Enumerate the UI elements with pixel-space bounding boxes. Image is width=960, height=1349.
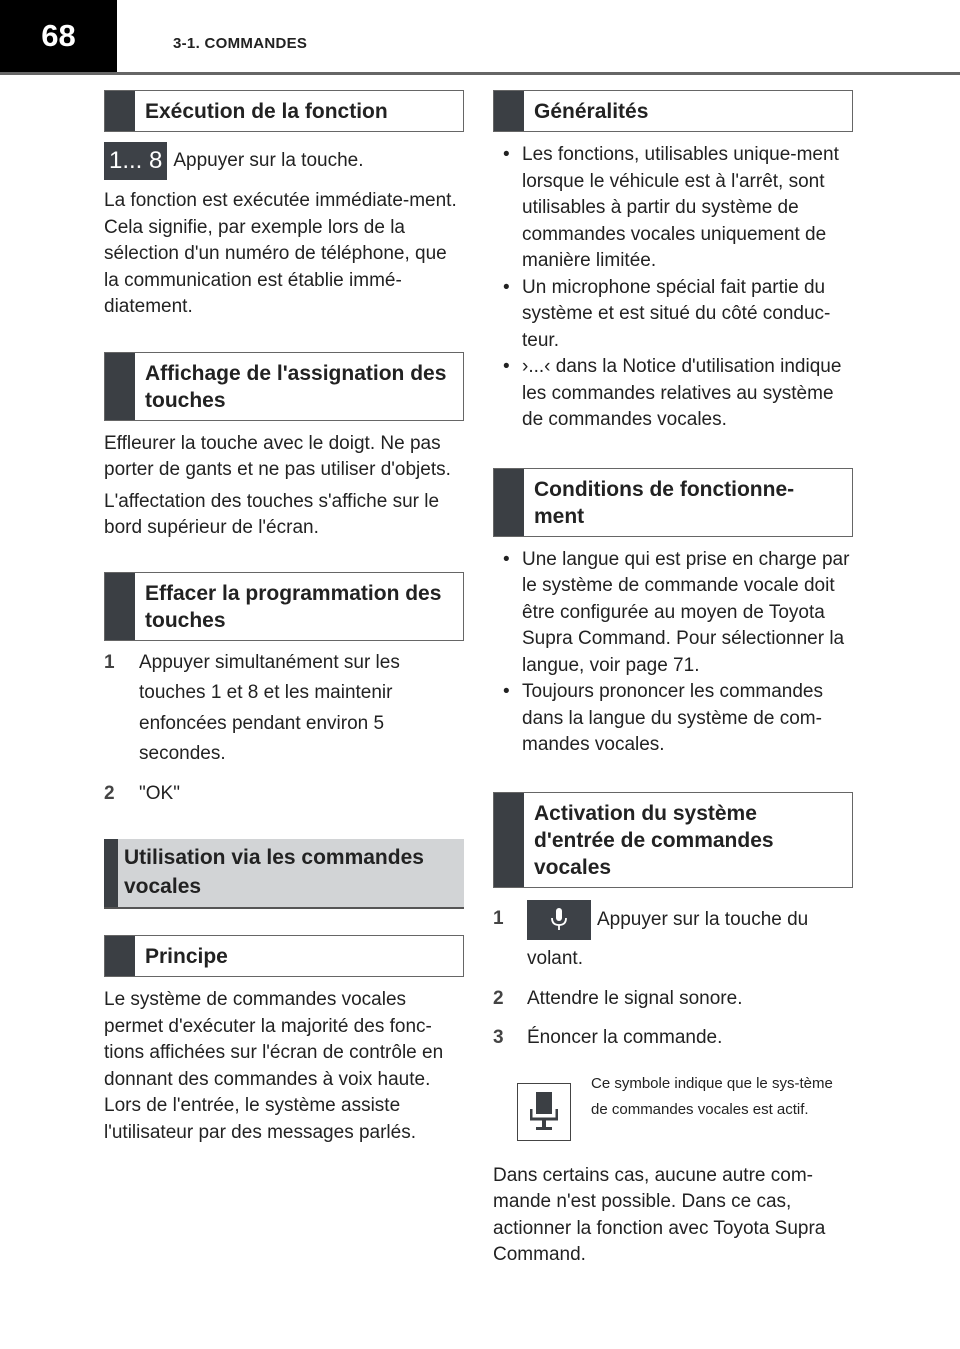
list-item-text: Un microphone spécial fait partie du système et est situé du côté conduc-teur. [522, 276, 831, 351]
step-item [493, 984, 853, 1015]
assignation-para-2: L'affectation des touches s'affiche sur le bord supérieur de l'écran. [104, 490, 440, 539]
bullet: • [503, 276, 510, 298]
section-bar [105, 353, 135, 420]
section-title-principe: Principe [145, 945, 228, 969]
list-item-text: Toujours prononcer les commandes dans la langue du système de com-mandes vocales. [522, 681, 823, 755]
activation-steps [493, 984, 853, 1054]
generalites-list [493, 142, 853, 434]
conditions-list [493, 547, 853, 759]
right-column [493, 90, 853, 1269]
microphone-icon [549, 908, 569, 932]
effacer-steps [104, 648, 464, 810]
section-title-conditions: Conditions de fonctionne-ment [534, 477, 795, 528]
section-title-assignation: Affichage de l'assignation des touches [145, 361, 447, 412]
section-title-activation: Activation du système d'entrée de commandes vocales [534, 801, 774, 879]
section-box-generalites [493, 90, 853, 132]
section-box-conditions [493, 468, 853, 537]
section-title: 3-1. COMMANDES [173, 35, 308, 52]
section-bar [105, 936, 135, 976]
step-text: Énoncer la commande. [527, 1027, 723, 1048]
page-number: 68 [0, 0, 117, 72]
key-label-1-8: 1... 8 [104, 142, 167, 180]
list-item-text: Une langue qui est prise en charge par le système de commande vocale doit être configurée au moyen de Toyota Supra Command. Pour sélectionner la langue, voir page 71. [522, 548, 850, 676]
list-item [493, 679, 853, 759]
list-item-text: ›...‹ dans la Notice d'utilisation indique les commandes relatives au système de commandes vocales. [522, 356, 842, 430]
left-column [104, 90, 464, 1146]
section-box-principe [104, 935, 464, 977]
list-item [493, 547, 853, 680]
activation-closing: Dans certains cas, aucune autre com-mande n'est possible. Dans ce cas, actionner la fonction avec Toyota Supra Command. [493, 1164, 826, 1265]
execution-body: La fonction est exécutée immédiate-ment. Cela signifie, par exemple lors de la sélection d'un numéro de téléphone, que la communication est établie immé-diatement. [104, 190, 457, 318]
step-text: "OK" [139, 782, 180, 804]
voice-active-symbol [517, 1083, 571, 1141]
chapter-title-vocales: Utilisation via les commandes vocales [124, 846, 424, 899]
list-item [493, 142, 853, 275]
step-item [104, 779, 464, 810]
step-number: 1 [493, 907, 504, 929]
bullet: • [503, 356, 510, 377]
list-item-text: Les fonctions, utilisables unique-ment lorsque le véhicule est à l'arrêt, sont utilisables à partir du système de commandes vocales uniquement de manière limitée. [522, 144, 839, 271]
activation-step-1 [493, 900, 853, 978]
section-box-execution [104, 90, 464, 132]
voice-active-note [493, 1071, 853, 1149]
assignation-para-1: Effleurer la touche avec le doigt. Ne pas porter de gants et ne pas utiliser d'objets. [104, 432, 451, 481]
steering-voice-button [527, 900, 591, 940]
key-instruction: Appuyer sur la touche. [173, 150, 364, 172]
step-text: Appuyer sur la touche du volant. [527, 908, 809, 969]
step-text: Appuyer simultanément sur les touches 1 et 8 et les maintenir enfoncées pendant environ 5 secondes. [139, 651, 400, 765]
step-item [104, 648, 464, 770]
section-title-execution: Exécution de la fonction [145, 100, 388, 123]
header-rule [0, 72, 960, 75]
section-box-assignation [104, 352, 464, 421]
key-line [104, 142, 464, 180]
microphone-icon [530, 1092, 558, 1132]
section-bar [494, 793, 524, 887]
section-box-activation [493, 792, 853, 888]
list-item [493, 354, 853, 434]
section-box-effacer [104, 572, 464, 641]
step-text: Attendre le signal sonore. [527, 987, 743, 1009]
section-bar [105, 91, 135, 131]
list-item [493, 275, 853, 355]
bullet: • [503, 548, 510, 570]
step-number: 2 [104, 782, 115, 804]
section-bar [494, 469, 524, 536]
section-bar [494, 91, 524, 131]
section-bar [104, 839, 118, 907]
section-title-effacer: Effacer la programmation des touches [145, 581, 442, 632]
section-bar [105, 573, 135, 640]
section-title-generalites: Généralités [534, 100, 649, 123]
bullet: • [503, 144, 510, 165]
step-number: 2 [493, 987, 504, 1009]
chapter-header-vocales [104, 839, 464, 909]
note-text: Ce symbole indique que le sys-tème de commandes vocales est actif. [591, 1074, 833, 1118]
principe-body: Le système de commandes vocales permet d'exécuter la majorité des fonc-tions affichées sur l'écran de contrôle en donnant des commandes à voix haute. Lors de l'entrée, le système assiste l'utilisateur par des messages parlés. [104, 989, 444, 1143]
bullet: • [503, 681, 510, 702]
step-number: 3 [493, 1027, 504, 1048]
step-item [493, 1023, 853, 1054]
step-number: 1 [104, 651, 115, 673]
